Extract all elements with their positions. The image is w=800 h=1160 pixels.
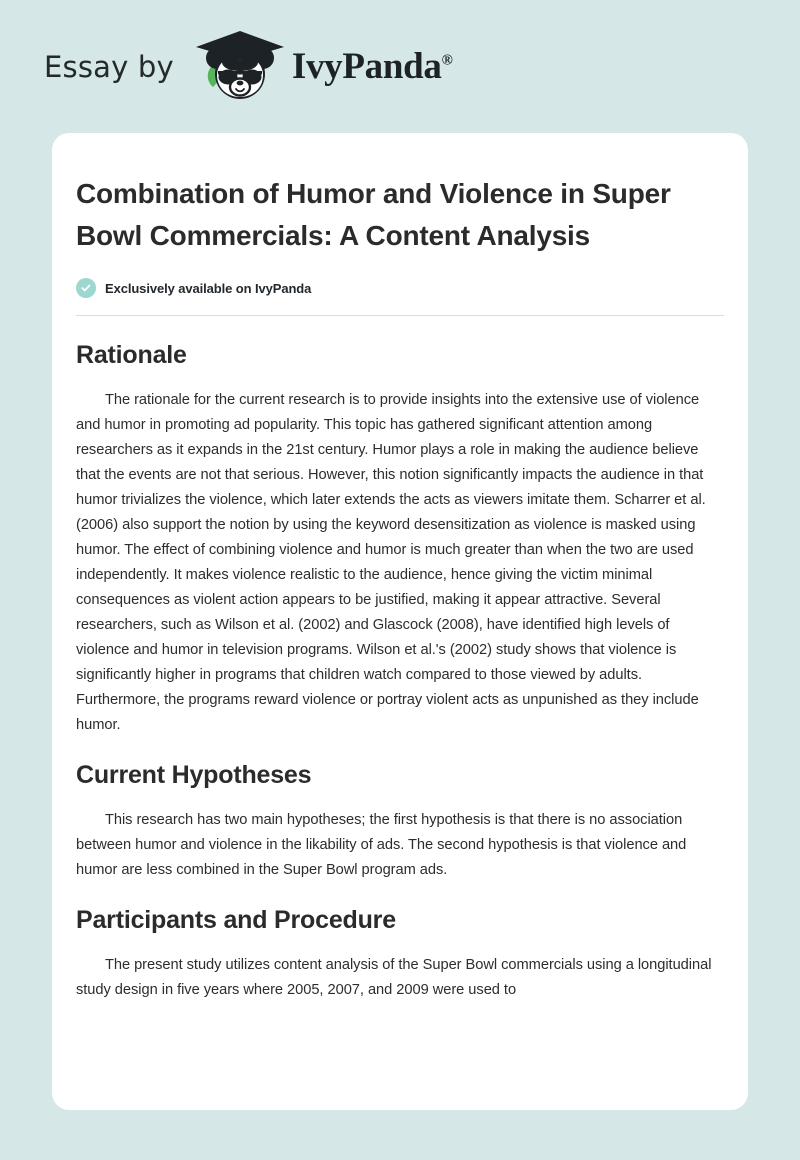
exclusive-badge-label: Exclusively available on IvyPanda — [105, 280, 312, 296]
exclusive-badge — [76, 278, 724, 298]
section-paragraph: The rationale for the current research is to provide insights into the extensive use of violence and humor in promoting ad popularity. This topic has gathered significant attention among researchers as it expands in the 21st century. Humor plays a role in making the audience believe that the events are not that serious. However, this notion significantly impacts the audience in that humor trivializes the violence, which later extends the acts as viewers imitate them. Scharrer et al. (2006) also support the notion by using the keyword desensitization as violence is masked using humor. The effect of combining violence and humor is much greater than when the two are used independently. It makes violence realistic to the audience, hence giving the victim minimal consequences as violent action appears to be justified, making it appear attractive. Several researchers, such as Wilson et al. (2002) and Glascock (2008), have identified high levels of violence and humor in television programs. Wilson et al.'s (2002) study shows that violence is significantly higher in programs that children watch compared to those viewed by adults. Furthermore, the programs reward violence or portray violent acts as unpunished as they include humor. — [76, 391, 706, 733]
panda-graduation-cap-icon — [192, 29, 288, 105]
essay-card — [52, 133, 748, 1110]
section-heading-current-hypotheses: Current Hypotheses — [76, 761, 312, 789]
ivypanda-logo[interactable] — [192, 29, 453, 105]
section-paragraph: This research has two main hypotheses; the first hypothesis is that there is no association between humor and violence in the likability of ads. The second hypothesis is that violence and humor are less combined in the Super Bowl program ads. — [76, 811, 687, 878]
check-circle-icon — [76, 278, 96, 298]
site-header — [0, 0, 800, 133]
section-heading-rationale: Rationale — [76, 341, 187, 369]
brand-name-text: IvyPanda — [291, 46, 442, 87]
registered-trademark-symbol: ® — [441, 52, 453, 69]
page-title: Combination of Humor and Violence in Super Bowl Commercials: A Content Analysis — [76, 178, 671, 251]
essay-by-label: Essay by — [44, 49, 174, 84]
section-paragraph: The present study utilizes content analysis of the Super Bowl commercials using a longitudinal study design in five years where 2005, 2007, and 2009 were used to — [76, 956, 712, 998]
section-heading-participants-and-procedure: Participants and Procedure — [76, 906, 396, 934]
title-divider — [76, 315, 724, 316]
brand-wordmark — [292, 45, 453, 88]
